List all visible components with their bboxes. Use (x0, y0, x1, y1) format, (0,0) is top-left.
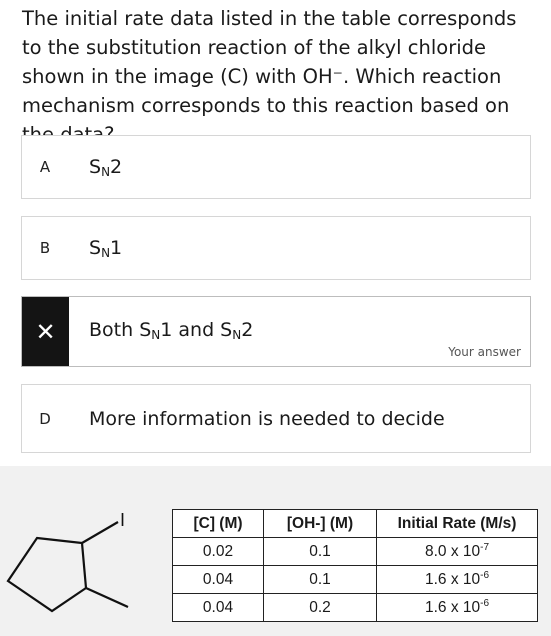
figure-panel (0, 466, 551, 636)
option-a-text: $S_N2$ (89, 155, 123, 179)
table-row (173, 594, 538, 622)
header-initial-rate: Initial Rate (M/s) (377, 510, 538, 538)
iodine-label: I (120, 510, 126, 530)
table-row (173, 566, 538, 594)
bond-to-iodine (82, 522, 118, 543)
cell-conc-oh: 0.1 (264, 538, 377, 566)
your-answer-label: Your answer (448, 345, 521, 359)
option-d-text: More information is needed to decide (89, 407, 445, 430)
option-b-text: $S_N1$ (89, 236, 123, 260)
option-c-text: Both $S_N1$ and $S_N2$ (89, 319, 254, 342)
option-c[interactable] (21, 296, 531, 367)
cyclopentane-ring (8, 538, 86, 611)
rate-data-table (172, 509, 538, 622)
incorrect-x-icon: ✕ (22, 297, 69, 366)
alkyl-halide-structure (0, 466, 170, 636)
table-row (173, 538, 538, 566)
header-conc-c: [C] (M) (173, 510, 264, 538)
option-b[interactable] (21, 216, 531, 280)
cell-rate: 1.6 x $10^{-6}$ (377, 566, 538, 594)
cell-conc-oh: 0.1 (264, 566, 377, 594)
option-a-letter: A (39, 158, 51, 176)
cell-conc-c: 0.04 (173, 594, 264, 622)
header-conc-oh: [OH-] (M) (264, 510, 377, 538)
cell-rate: 1.6 x $10^{-6}$ (377, 594, 538, 622)
option-b-letter: B (39, 239, 51, 257)
cell-rate: 8.0 x $10^{-7}$ (377, 538, 538, 566)
cell-conc-oh: 0.2 (264, 594, 377, 622)
option-d[interactable] (21, 384, 531, 453)
option-a[interactable] (21, 135, 531, 199)
table-header-row (173, 510, 538, 538)
cell-conc-c: 0.04 (173, 566, 264, 594)
cell-conc-c: 0.02 (173, 538, 264, 566)
option-d-letter: D (39, 409, 51, 428)
bond-methyl (86, 588, 128, 607)
question-text: The initial rate data listed in the table corresponds to the substitution reaction of the alkyl chloride shown in the image (C) with OH⁻. Which reaction mechanism corresponds to this reaction based on (22, 7, 517, 117)
